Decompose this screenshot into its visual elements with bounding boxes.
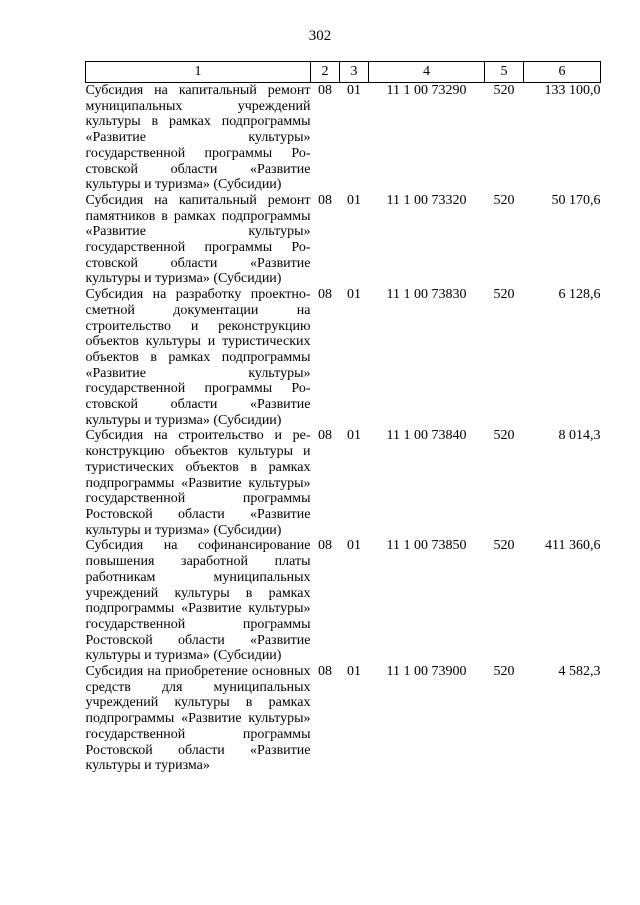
row-description: Субсидия на капитальный ремонт муниципальных учреждений культуры в рамках подпрограммы «Развитие культуры» государственной программы Ростовской области «Развитие культуры и туризма» (Субсидии) bbox=[85, 83, 311, 193]
table-row bbox=[86, 664, 601, 774]
header-cell-5: 5 bbox=[485, 62, 524, 83]
row-expense-type: 520 bbox=[493, 428, 515, 444]
table-header-row bbox=[86, 62, 601, 83]
row-target-article: 11 1 00 73840 bbox=[386, 428, 467, 444]
row-section: 08 bbox=[318, 83, 332, 98]
row-expense-type: 520 bbox=[493, 83, 515, 98]
row-description: Субсидия на приобретение основных средств для муниципальных учреждений культуры в рамках подпрограммы «Развитие культуры» государственной программы Ростовской области «Развитие культуры и туризма» bbox=[85, 664, 311, 774]
row-target-article: 11 1 00 73290 bbox=[386, 83, 467, 98]
page-number: 302 bbox=[308, 28, 332, 44]
row-section: 08 bbox=[318, 428, 332, 444]
table-row bbox=[86, 287, 601, 428]
row-subsection: 01 bbox=[347, 664, 361, 680]
row-expense-type: 520 bbox=[493, 664, 515, 680]
table-row bbox=[86, 538, 601, 664]
row-subsection: 01 bbox=[347, 538, 361, 554]
header-cell-1: 1 bbox=[86, 62, 311, 83]
table-row bbox=[86, 428, 601, 538]
row-description: Субсидия на строительство и реконструкцию объектов культуры и туристических объектов в рамках подпрограммы «Развитие культуры» государственной программы Ростовской области «Развитие культуры и туризма» (Субсидии) bbox=[85, 428, 311, 538]
row-section: 08 bbox=[318, 538, 332, 554]
row-target-article: 11 1 00 73320 bbox=[386, 192, 467, 208]
row-amount: 8 014,3 bbox=[558, 428, 601, 444]
row-expense-type: 520 bbox=[493, 538, 515, 554]
row-description: Субсидия на софинансирование повышения заработной платы работникам муниципальных учреждений культуры в рамках подпрограммы «Развитие культуры» государственной программы Ростовской области «Развитие культуры и туризма» (Субсидии) bbox=[85, 538, 311, 664]
row-expense-type: 520 bbox=[493, 287, 515, 303]
row-subsection: 01 bbox=[347, 287, 361, 303]
row-section: 08 bbox=[318, 664, 332, 680]
row-description: Субсидия на разработку проектно-сметной документации на строительство и реконструкцию объектов культуры и туристических объектов в рамках подпрограммы «Развитие культуры» государственной программы Ростовской области «Развитие культуры и туризма» (Субсидии) bbox=[85, 287, 311, 428]
header-cell-3: 3 bbox=[340, 62, 369, 83]
header-cell-2: 2 bbox=[311, 62, 340, 83]
row-amount: 4 582,3 bbox=[558, 664, 601, 680]
table-row bbox=[86, 193, 601, 287]
row-amount: 50 170,6 bbox=[551, 192, 601, 208]
header-cell-6: 6 bbox=[524, 62, 601, 83]
row-amount: 411 360,6 bbox=[545, 538, 601, 554]
row-description: Субсидия на капитальный ремонт памятников в рамках подпрограммы «Развитие культуры» государственной программы Ростовской области «Развитие культуры и туризма» (Субсидии) bbox=[85, 192, 311, 287]
row-target-article: 11 1 00 73830 bbox=[386, 287, 467, 303]
row-target-article: 11 1 00 73900 bbox=[386, 664, 467, 680]
row-expense-type: 520 bbox=[493, 192, 515, 208]
row-subsection: 01 bbox=[347, 83, 361, 98]
row-section: 08 bbox=[318, 287, 332, 303]
row-section: 08 bbox=[318, 192, 332, 208]
table-row bbox=[86, 83, 601, 193]
row-target-article: 11 1 00 73850 bbox=[386, 538, 467, 554]
row-amount: 6 128,6 bbox=[558, 287, 601, 303]
row-amount: 133 100,0 bbox=[544, 83, 601, 98]
row-subsection: 01 bbox=[347, 192, 361, 208]
header-cell-4: 4 bbox=[369, 62, 485, 83]
row-subsection: 01 bbox=[347, 428, 361, 444]
budget-table bbox=[85, 61, 601, 774]
